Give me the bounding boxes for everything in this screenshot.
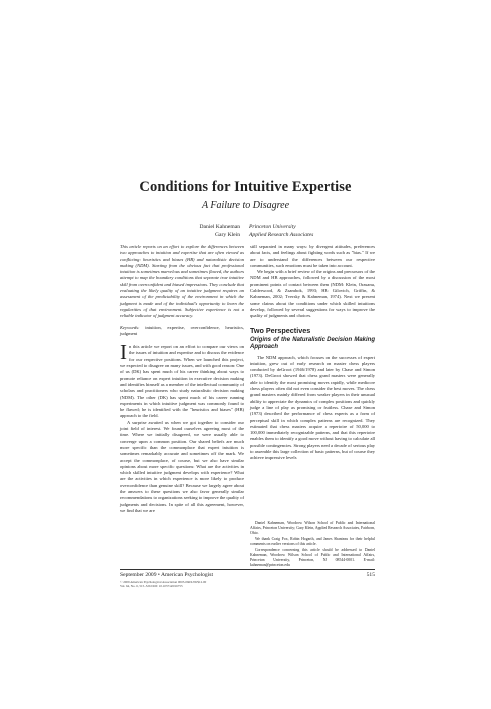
- page-number: 515: [366, 572, 375, 578]
- copyright-line: © 2009 American Psychological Association 0003-066X/09/$12.00: [120, 580, 207, 584]
- paper-subtitle: A Failure to Disagree: [201, 200, 290, 211]
- subsection-heading: Origins of the Naturalistic Decision Making Approach: [250, 336, 375, 350]
- author-list: [120, 223, 240, 239]
- keywords-text: intuition, expertise, overconfidence, heuristics, judgment: [120, 324, 244, 336]
- author-note-affiliations: Daniel Kahneman, Woodrow Wilson School of Public and International Affairs, Princeton University; Gary Klein, Applied Research Associates, Fairborn, Ohio.: [250, 521, 375, 535]
- author-name: Gary Klein: [214, 232, 240, 238]
- intro-paragraph-2: A surprise awaited us when we got together to consider our joint field of interest. We found ourselves agreeing most of the time. Where we initially disagreed, we were usually able to converge upon a common position. Our shared beliefs are much more specific than the commonplace that expert intuition is sometimes remarkably accurate and sometimes off the mark. We accept the commonplace, of course, but we also have similar opinions about more specific questions: What are the activities in which skilled intuitive judgment develops with experience? What are the activities in which experience is more likely to produce overconfidence than genuine skill? Because we largely agree about the answers to these questions we also favor generally similar recommendations to organizations seeking to improve the quality of judgments and decisions. In spite of all this agreement, however, we find that we are: [120, 419, 244, 513]
- author-note-correspondence: Correspondence concerning this article should be addressed to Daniel Kahneman, Woodrow Wilson School of Public and International Affairs, Princeton University, Princeton, NJ 08544-0001. E-mail: kahneman@princeton.edu: [250, 547, 375, 567]
- author-name: Daniel Kahneman: [199, 224, 240, 230]
- copyright-notice: [120, 580, 260, 588]
- doi-line: Vol. 64, No. 6, 515–526 DOI: 10.1037/a0016755: [120, 584, 183, 588]
- keywords-label: Keywords:: [120, 324, 140, 330]
- body-paragraph: still separated in many ways: by divergent attitudes, preferences about facts, and feelings about fighting words such as "bias." If we are to understand the differences between our respective communities, such emotions must be taken into account.: [250, 244, 375, 268]
- paper-title: Conditions for Intuitive Expertise: [139, 179, 352, 195]
- body-paragraph: We begin with a brief review of the origins and precursors of the NDM and HB approaches, followed by a discussion of the most prominent points of contact between them (NDM: Klein, Orasanu, Calderwood, & Zsambok, 1993; HB: Gilovich, Griffin, & Kahneman, 2002; Tversky & Kahneman, 1974). Next we present some claims about the conditions under which skilled intuitions develop, followed by several suggestions for ways to improve the quality of judgments and choices.: [250, 269, 375, 319]
- right-column: [250, 244, 375, 462]
- intro-paragraph-1-text: n this article we report on an effort to compare our views on the issues of intuition and expertise and to discuss the evidence for our respective positions. When we launched this project, we expected to disagree on many issues, and with good reason: One of us (DK) has spent much of his career thinking about ways to promote reliance on expert intuition in executive decision making and identifies himself as a member of the intellectual community of scholars and practitioners who study naturalistic decision making (NDM). The other (DK) has spent much of his career running experiments in which intuitive judgment was commonly found to be flawed; he is identified with the "heuristics and biases" (HB) approach to the field.: [120, 344, 244, 419]
- keywords: [120, 325, 244, 338]
- left-column: [120, 244, 244, 514]
- author-note-acknowledgments: We thank Craig Fox, Robin Hogarth, and James Shanteau for their helpful comments on earlier versions of this article.: [250, 536, 375, 546]
- affiliation-list: [249, 223, 399, 239]
- affiliation: Princeton University: [249, 224, 296, 230]
- intro-paragraph-1: [120, 340, 244, 420]
- author-note: [250, 521, 375, 569]
- body-paragraph: The NDM approach, which focuses on the successes of expert intuition, grew out of early research on master chess players conducted by deGroot (1946/1978) and later by Chase and Simon (1973). DeGroot showed that chess grand masters were generally able to identify the most promising moves rapidly, while mediocre chess players often did not even consider the best moves. The chess grand masters mainly differed from weaker players in their unusual ability to appreciate the dynamics of complex positions and quickly judge a line of play as promising or fruitless. Chase and Simon (1973) described the performance of chess experts as a form of perceptual skill in which complex patterns are recognized. They estimated that chess masters acquire a repertoire of 50,000 to 100,000 immediately recognizable patterns, and that this repertoire enables them to identify a good move without having to calculate all possible contingencies. Strong players need a decade of serious play to assemble this large collection of basic patterns, but of course they achieve impressive levels: [250, 354, 375, 461]
- drop-cap: I: [120, 340, 127, 365]
- affiliation: Applied Research Associates: [249, 232, 314, 238]
- footer-divider: [120, 569, 375, 570]
- journal-footer: September 2009 • American Psychologist: [120, 572, 213, 578]
- section-heading: Two Perspectives: [250, 325, 311, 335]
- abstract: This article reports on an effort to explore the differences between two approaches to intuition and expertise that are often viewed as conflicting: heuristics and biases (HB) and naturalistic decision making (NDM). Starting from the obvious fact that professional intuition is sometimes marvelous and sometimes flawed, the authors attempt to map the boundary conditions that separate true intuitive skill from overconfident and biased impressions. They conclude that evaluating the likely quality of an intuitive judgment requires an assessment of the predictability of the environment in which the judgment is made and of the individual's opportunity to learn the regularities of that environment. Subjective experience is not a reliable indicator of judgment accuracy.: [120, 244, 244, 319]
